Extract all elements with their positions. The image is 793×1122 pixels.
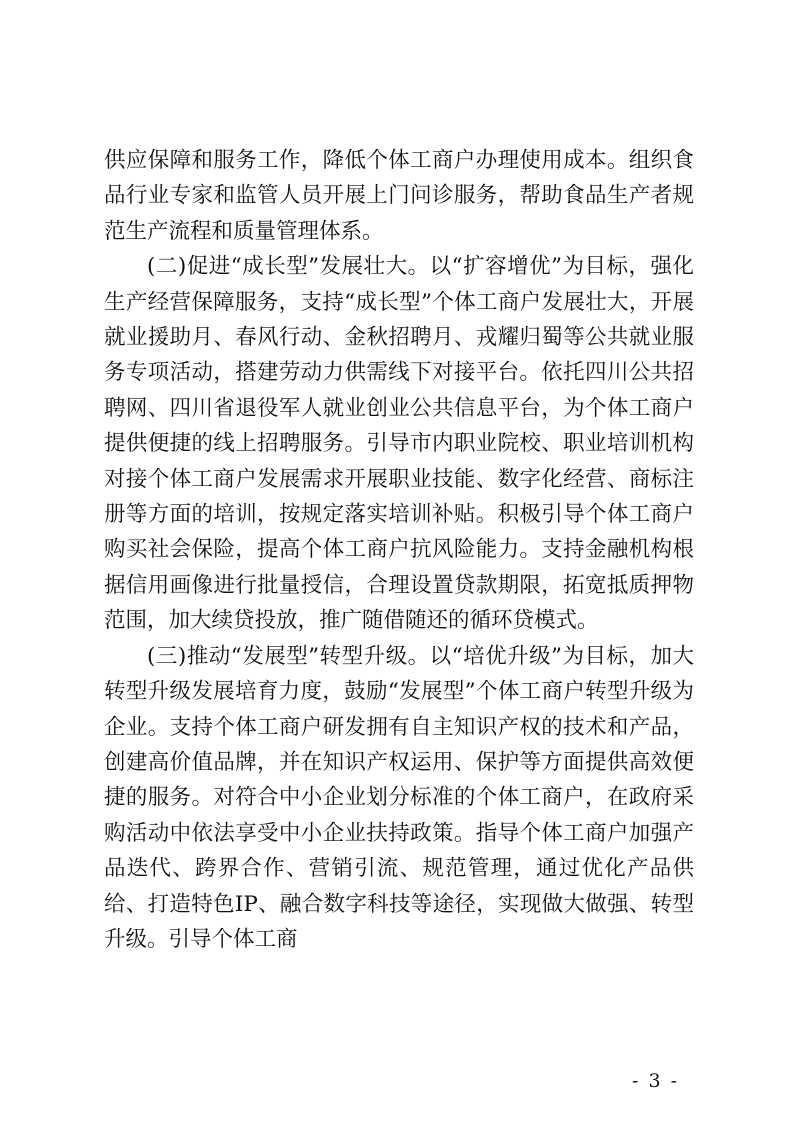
paragraph-development-type: (三)推动“发展型”转型升级。以“培优升级”为目标，加大转型升级发展培育力度，鼓励“发展型”个体工商户转型升级为企业。支持个体工商户研发拥有自主知识产权的技术和产品，创建高价值品牌，并在知识产权运用、保护等方面提供高效便捷的服务。对符合中小企业划分标准的个体工商户，在政府采购活动中依法享受中小企业扶持政策。指导个体工商户加强产品迭代、跨界合作、营销引流、规范管理，通过优化产品供给、打造特色IP、融合数字科技等途径，实现做大做强、转型升级。引导个体工商	[104, 643, 694, 952]
document-body	[104, 143, 694, 957]
page-number: - 3 -	[631, 1070, 679, 1092]
paragraph-growth-type: (二)促进“成长型”发展壮大。以“扩容增优”为目标，强化生产经营保障服务，支持“成长型”个体工商户发展壮大，开展就业援助月、春风行动、金秋招聘月、戎耀归蜀等公共就业服务专项活动，搭建劳动力供需线下对接平台。依托四川公共招聘网、四川省退役军人就业创业公共信息平台，为个体工商户提供便捷的线上招聘服务。引导市内职业院校、职业培训机构对接个体工商户发展需求开展职业技能、数字化经营、商标注册等方面的培训，按规定落实培训补贴。积极引导个体工商户购买社会保险，提高个体工商户抗风险能力。支持金融机构根据信用画像进行批量授信，合理设置贷款期限，拓宽抵质押物范围，加大续贷投放，推广随借随还的循环贷模式。	[104, 254, 694, 634]
paragraph-continuation: 供应保障和服务工作，降低个体工商户办理使用成本。组织食品行业专家和监管人员开展上门问诊服务，帮助食品生产者规范生产流程和质量管理体系。	[104, 148, 694, 244]
